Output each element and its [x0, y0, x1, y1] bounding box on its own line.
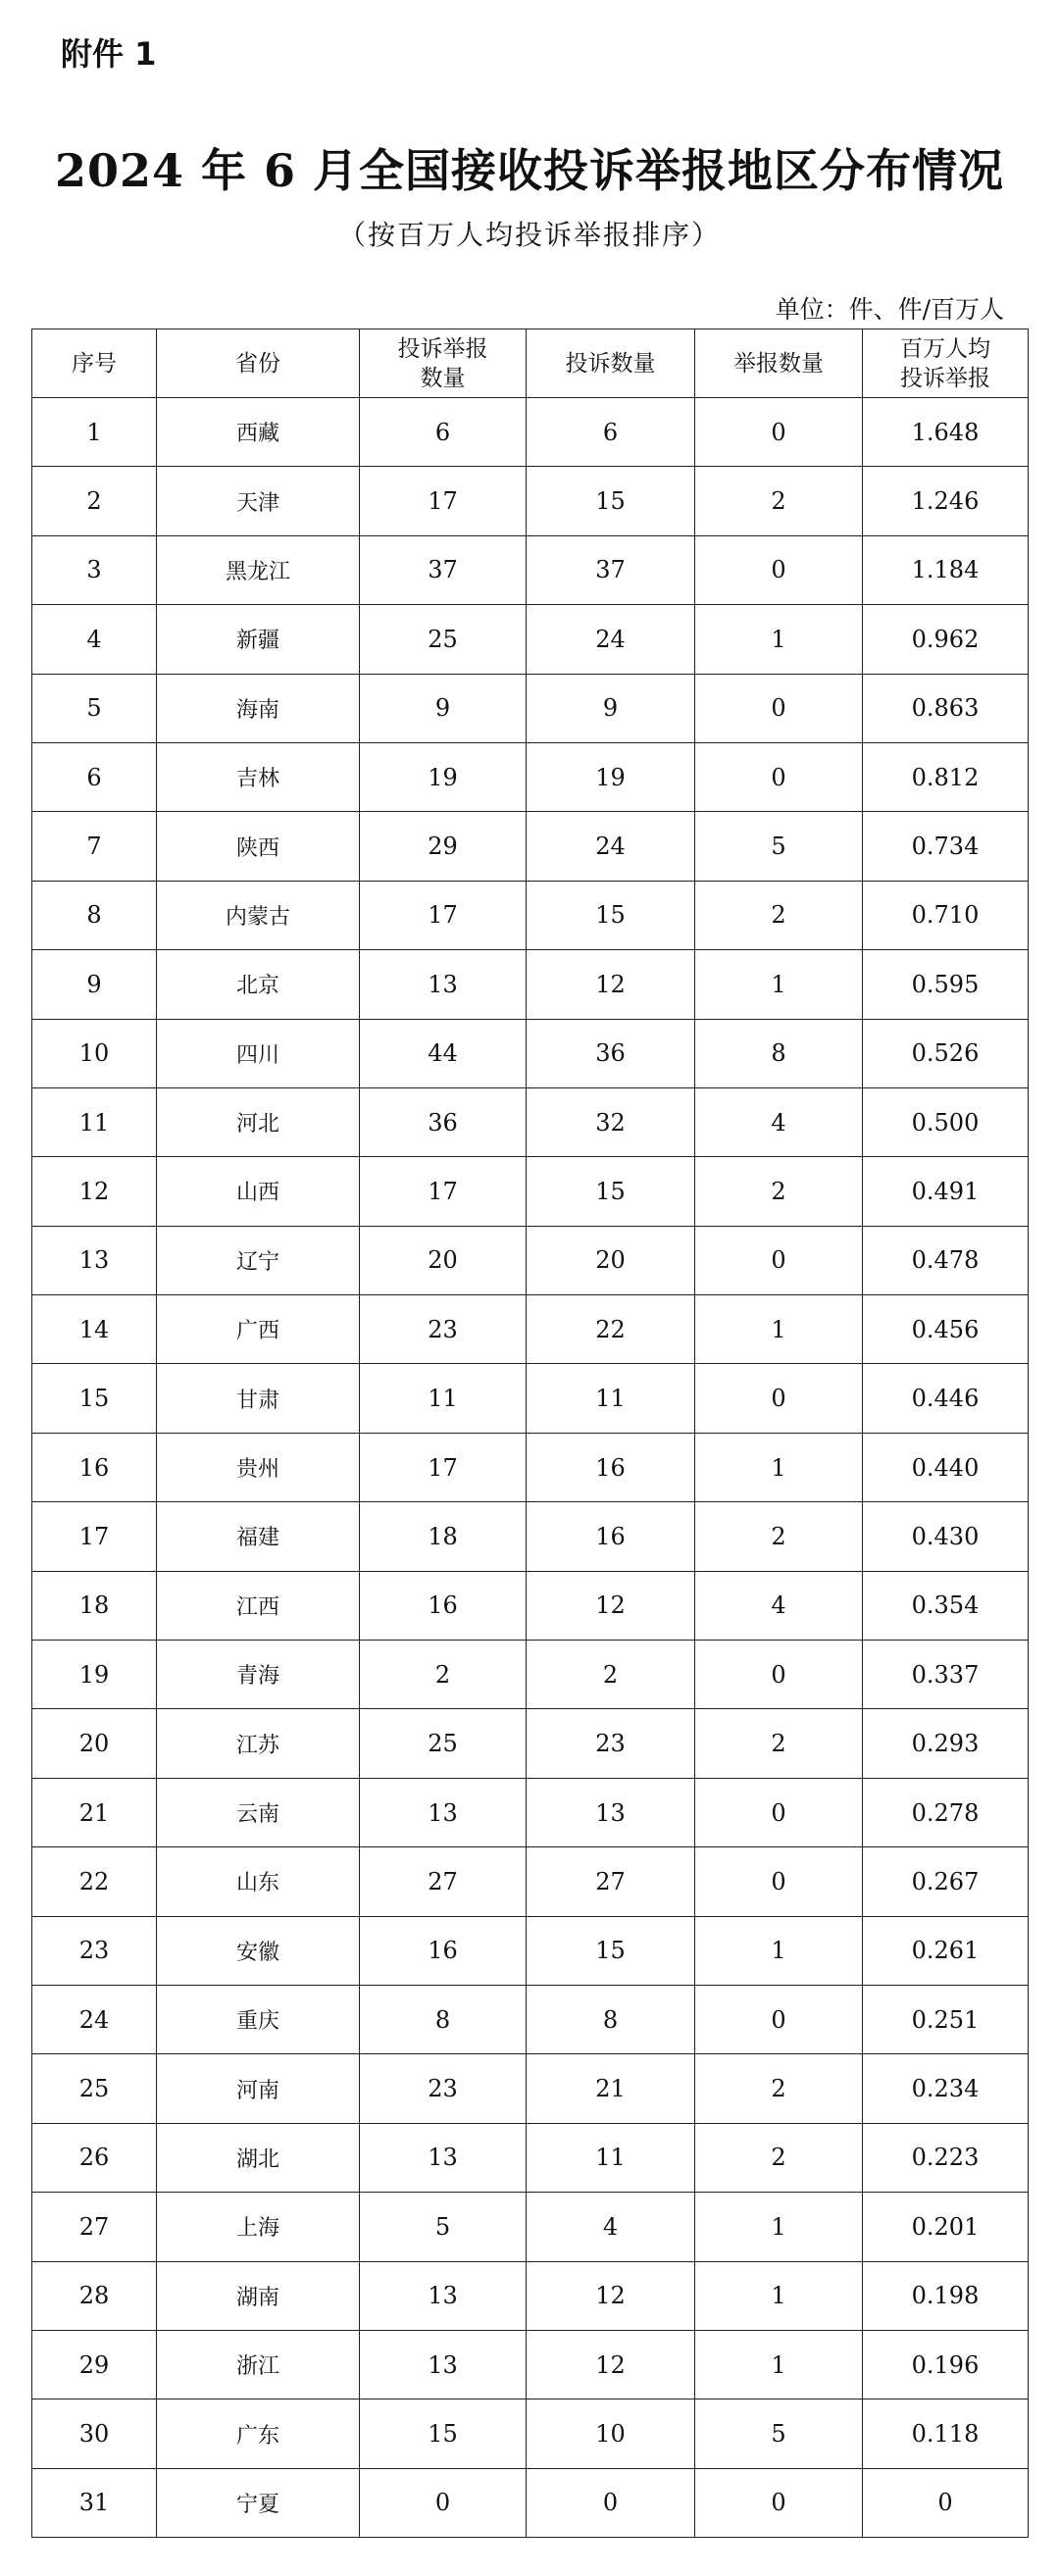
- cell-per-million: 1.648: [863, 398, 1029, 467]
- cell-report-count: 0: [695, 674, 863, 742]
- cell-complaint-count: 10: [527, 2399, 695, 2468]
- cell-total-count: 29: [360, 812, 527, 881]
- table-row: [32, 2399, 1029, 2468]
- table-row: [32, 1916, 1029, 1985]
- cell-complaint-count: 23: [527, 1709, 695, 1778]
- cell-report-count: 0: [695, 398, 863, 467]
- cell-report-count: 1: [695, 2261, 863, 2330]
- table-row: [32, 881, 1029, 949]
- cell-report-count: 2: [695, 467, 863, 535]
- cell-province: 湖南: [157, 2261, 360, 2330]
- cell-per-million: 0.234: [863, 2054, 1029, 2123]
- cell-index: 4: [32, 605, 157, 674]
- cell-report-count: 2: [695, 1709, 863, 1778]
- cell-total-count: 13: [360, 2123, 527, 2192]
- cell-complaint-count: 32: [527, 1087, 695, 1156]
- cell-report-count: 2: [695, 2123, 863, 2192]
- cell-per-million: 0.595: [863, 950, 1029, 1019]
- cell-index: 23: [32, 1916, 157, 1985]
- header-report-count: 举报数量: [695, 329, 863, 398]
- cell-index: 3: [32, 535, 157, 604]
- cell-per-million: 1.184: [863, 535, 1029, 604]
- table-row: [32, 1295, 1029, 1364]
- cell-index: 17: [32, 1502, 157, 1571]
- table-row: [32, 2330, 1029, 2399]
- cell-per-million: 0.500: [863, 1087, 1029, 1156]
- cell-complaint-count: 8: [527, 1985, 695, 2053]
- cell-total-count: 13: [360, 2330, 527, 2399]
- cell-report-count: 8: [695, 1019, 863, 1087]
- cell-report-count: 0: [695, 1985, 863, 2053]
- cell-complaint-count: 37: [527, 535, 695, 604]
- cell-complaint-count: 12: [527, 2330, 695, 2399]
- cell-report-count: 0: [695, 1778, 863, 1846]
- cell-report-count: 4: [695, 1087, 863, 1156]
- cell-province: 江西: [157, 1571, 360, 1640]
- cell-province: 广东: [157, 2399, 360, 2468]
- table-header-row: [32, 329, 1029, 398]
- cell-complaint-count: 20: [527, 1226, 695, 1294]
- cell-province: 福建: [157, 1502, 360, 1571]
- header-total-count: 投诉举报 数量: [360, 329, 527, 398]
- cell-index: 15: [32, 1364, 157, 1433]
- table-row: [32, 950, 1029, 1019]
- cell-complaint-count: 12: [527, 950, 695, 1019]
- cell-complaint-count: 2: [527, 1641, 695, 1709]
- cell-per-million: 0.734: [863, 812, 1029, 881]
- cell-province: 宁夏: [157, 2468, 360, 2537]
- cell-report-count: 1: [695, 605, 863, 674]
- cell-province: 吉林: [157, 742, 360, 811]
- cell-per-million: 0.962: [863, 605, 1029, 674]
- cell-complaint-count: 0: [527, 2468, 695, 2537]
- unit-note: 单位：件、件/百万人: [775, 295, 1004, 324]
- table-row: [32, 1157, 1029, 1226]
- cell-per-million: 1.246: [863, 467, 1029, 535]
- cell-per-million: 0.526: [863, 1019, 1029, 1087]
- header-index: 序号: [32, 329, 157, 398]
- table-row: [32, 398, 1029, 467]
- cell-index: 29: [32, 2330, 157, 2399]
- cell-per-million: 0.430: [863, 1502, 1029, 1571]
- cell-index: 14: [32, 1295, 157, 1364]
- table-row: [32, 1641, 1029, 1709]
- cell-per-million: 0.456: [863, 1295, 1029, 1364]
- cell-complaint-count: 27: [527, 1847, 695, 1916]
- cell-total-count: 9: [360, 674, 527, 742]
- cell-complaint-count: 6: [527, 398, 695, 467]
- table-row: [32, 2468, 1029, 2537]
- cell-report-count: 4: [695, 1571, 863, 1640]
- cell-per-million: 0.196: [863, 2330, 1029, 2399]
- header-complaint-count: 投诉数量: [527, 329, 695, 398]
- cell-report-count: 2: [695, 1157, 863, 1226]
- cell-total-count: 27: [360, 1847, 527, 1916]
- cell-province: 安徽: [157, 1916, 360, 1985]
- cell-per-million: 0.491: [863, 1157, 1029, 1226]
- cell-complaint-count: 24: [527, 812, 695, 881]
- cell-complaint-count: 9: [527, 674, 695, 742]
- table-row: [32, 1364, 1029, 1433]
- cell-province: 山西: [157, 1157, 360, 1226]
- cell-total-count: 11: [360, 1364, 527, 1433]
- cell-total-count: 16: [360, 1571, 527, 1640]
- cell-province: 浙江: [157, 2330, 360, 2399]
- cell-total-count: 13: [360, 950, 527, 1019]
- cell-province: 贵州: [157, 1433, 360, 1501]
- cell-total-count: 16: [360, 1916, 527, 1985]
- cell-total-count: 17: [360, 467, 527, 535]
- table-row: [32, 1847, 1029, 1916]
- cell-complaint-count: 12: [527, 1571, 695, 1640]
- cell-complaint-count: 11: [527, 2123, 695, 2192]
- cell-total-count: 17: [360, 1433, 527, 1501]
- cell-complaint-count: 15: [527, 881, 695, 949]
- cell-total-count: 15: [360, 2399, 527, 2468]
- cell-index: 7: [32, 812, 157, 881]
- cell-index: 6: [32, 742, 157, 811]
- cell-index: 1: [32, 398, 157, 467]
- cell-province: 河南: [157, 2054, 360, 2123]
- cell-province: 广西: [157, 1295, 360, 1364]
- cell-per-million: 0.251: [863, 1985, 1029, 2053]
- cell-report-count: 0: [695, 1641, 863, 1709]
- cell-per-million: 0.118: [863, 2399, 1029, 2468]
- page-title: 2024 年 6 月全国接收投诉举报地区分布情况: [54, 144, 1005, 197]
- cell-total-count: 20: [360, 1226, 527, 1294]
- cell-province: 重庆: [157, 1985, 360, 2053]
- header-per-million: 百万人均 投诉举报: [863, 329, 1029, 398]
- cell-report-count: 0: [695, 2468, 863, 2537]
- cell-index: 28: [32, 2261, 157, 2330]
- cell-total-count: 25: [360, 1709, 527, 1778]
- cell-report-count: 0: [695, 1226, 863, 1294]
- header-province: 省份: [157, 329, 360, 398]
- cell-per-million: 0.293: [863, 1709, 1029, 1778]
- cell-province: 甘肃: [157, 1364, 360, 1433]
- cell-index: 5: [32, 674, 157, 742]
- cell-report-count: 0: [695, 1847, 863, 1916]
- cell-complaint-count: 36: [527, 1019, 695, 1087]
- cell-per-million: 0: [863, 2468, 1029, 2537]
- cell-index: 16: [32, 1433, 157, 1501]
- cell-total-count: 17: [360, 881, 527, 949]
- cell-index: 22: [32, 1847, 157, 1916]
- table-row: [32, 1226, 1029, 1294]
- table-row: [32, 1087, 1029, 1156]
- cell-complaint-count: 21: [527, 2054, 695, 2123]
- cell-per-million: 0.278: [863, 1778, 1029, 1846]
- cell-province: 湖北: [157, 2123, 360, 2192]
- cell-report-count: 0: [695, 742, 863, 811]
- cell-report-count: 1: [695, 950, 863, 1019]
- cell-per-million: 0.223: [863, 2123, 1029, 2192]
- cell-per-million: 0.863: [863, 674, 1029, 742]
- cell-index: 12: [32, 1157, 157, 1226]
- table-row: [32, 2054, 1029, 2123]
- cell-province: 山东: [157, 1847, 360, 1916]
- table-row: [32, 674, 1029, 742]
- cell-report-count: 5: [695, 812, 863, 881]
- cell-report-count: 1: [695, 1433, 863, 1501]
- cell-report-count: 2: [695, 881, 863, 949]
- cell-report-count: 1: [695, 1295, 863, 1364]
- cell-total-count: 25: [360, 605, 527, 674]
- cell-total-count: 17: [360, 1157, 527, 1226]
- cell-per-million: 0.710: [863, 881, 1029, 949]
- cell-province: 西藏: [157, 398, 360, 467]
- cell-province: 四川: [157, 1019, 360, 1087]
- table-row: [32, 1433, 1029, 1501]
- cell-total-count: 23: [360, 2054, 527, 2123]
- cell-province: 内蒙古: [157, 881, 360, 949]
- cell-province: 天津: [157, 467, 360, 535]
- cell-total-count: 13: [360, 2261, 527, 2330]
- attachment-label: 附件 1: [61, 35, 157, 73]
- cell-total-count: 0: [360, 2468, 527, 2537]
- cell-total-count: 19: [360, 742, 527, 811]
- cell-complaint-count: 12: [527, 2261, 695, 2330]
- cell-complaint-count: 15: [527, 1916, 695, 1985]
- table-row: [32, 2123, 1029, 2192]
- cell-complaint-count: 15: [527, 1157, 695, 1226]
- cell-report-count: 0: [695, 1364, 863, 1433]
- cell-province: 河北: [157, 1087, 360, 1156]
- cell-total-count: 5: [360, 2193, 527, 2261]
- cell-province: 黑龙江: [157, 535, 360, 604]
- cell-per-million: 0.354: [863, 1571, 1029, 1640]
- cell-province: 辽宁: [157, 1226, 360, 1294]
- cell-province: 云南: [157, 1778, 360, 1846]
- cell-report-count: 2: [695, 1502, 863, 1571]
- table-row: [32, 1709, 1029, 1778]
- table-row: [32, 1985, 1029, 2053]
- cell-total-count: 2: [360, 1641, 527, 1709]
- cell-province: 北京: [157, 950, 360, 1019]
- cell-complaint-count: 16: [527, 1433, 695, 1501]
- cell-index: 31: [32, 2468, 157, 2537]
- cell-index: 20: [32, 1709, 157, 1778]
- cell-per-million: 0.261: [863, 1916, 1029, 1985]
- table-row: [32, 2193, 1029, 2261]
- cell-complaint-count: 15: [527, 467, 695, 535]
- cell-complaint-count: 4: [527, 2193, 695, 2261]
- cell-report-count: 1: [695, 2330, 863, 2399]
- cell-complaint-count: 13: [527, 1778, 695, 1846]
- table-row: [32, 1571, 1029, 1640]
- cell-per-million: 0.812: [863, 742, 1029, 811]
- cell-complaint-count: 19: [527, 742, 695, 811]
- cell-index: 30: [32, 2399, 157, 2468]
- table-row: [32, 812, 1029, 881]
- cell-province: 江苏: [157, 1709, 360, 1778]
- cell-per-million: 0.198: [863, 2261, 1029, 2330]
- table-row: [32, 2261, 1029, 2330]
- table-body: [32, 398, 1029, 2538]
- cell-index: 24: [32, 1985, 157, 2053]
- table-row: [32, 467, 1029, 535]
- cell-total-count: 13: [360, 1778, 527, 1846]
- cell-total-count: 23: [360, 1295, 527, 1364]
- cell-index: 13: [32, 1226, 157, 1294]
- cell-report-count: 0: [695, 535, 863, 604]
- table-row: [32, 1019, 1029, 1087]
- cell-index: 9: [32, 950, 157, 1019]
- cell-per-million: 0.446: [863, 1364, 1029, 1433]
- cell-complaint-count: 24: [527, 605, 695, 674]
- cell-index: 10: [32, 1019, 157, 1087]
- table-row: [32, 742, 1029, 811]
- distribution-table: [31, 328, 1029, 2538]
- cell-report-count: 1: [695, 2193, 863, 2261]
- cell-report-count: 5: [695, 2399, 863, 2468]
- table-row: [32, 1502, 1029, 1571]
- cell-total-count: 37: [360, 535, 527, 604]
- cell-total-count: 44: [360, 1019, 527, 1087]
- cell-complaint-count: 11: [527, 1364, 695, 1433]
- cell-province: 陕西: [157, 812, 360, 881]
- cell-province: 海南: [157, 674, 360, 742]
- cell-index: 8: [32, 881, 157, 949]
- table-row: [32, 535, 1029, 604]
- cell-province: 青海: [157, 1641, 360, 1709]
- cell-per-million: 0.201: [863, 2193, 1029, 2261]
- cell-province: 新疆: [157, 605, 360, 674]
- cell-report-count: 2: [695, 2054, 863, 2123]
- cell-index: 27: [32, 2193, 157, 2261]
- cell-per-million: 0.440: [863, 1433, 1029, 1501]
- cell-index: 2: [32, 467, 157, 535]
- cell-index: 18: [32, 1571, 157, 1640]
- page-subtitle: （按百万人均投诉举报排序）: [337, 219, 721, 251]
- cell-per-million: 0.478: [863, 1226, 1029, 1294]
- cell-report-count: 1: [695, 1916, 863, 1985]
- cell-total-count: 8: [360, 1985, 527, 2053]
- cell-index: 26: [32, 2123, 157, 2192]
- cell-index: 11: [32, 1087, 157, 1156]
- cell-per-million: 0.337: [863, 1641, 1029, 1709]
- cell-per-million: 0.267: [863, 1847, 1029, 1916]
- table-row: [32, 605, 1029, 674]
- cell-total-count: 18: [360, 1502, 527, 1571]
- cell-index: 25: [32, 2054, 157, 2123]
- cell-total-count: 6: [360, 398, 527, 467]
- cell-province: 上海: [157, 2193, 360, 2261]
- cell-total-count: 36: [360, 1087, 527, 1156]
- cell-index: 19: [32, 1641, 157, 1709]
- table-row: [32, 1778, 1029, 1846]
- cell-complaint-count: 22: [527, 1295, 695, 1364]
- cell-complaint-count: 16: [527, 1502, 695, 1571]
- cell-index: 21: [32, 1778, 157, 1846]
